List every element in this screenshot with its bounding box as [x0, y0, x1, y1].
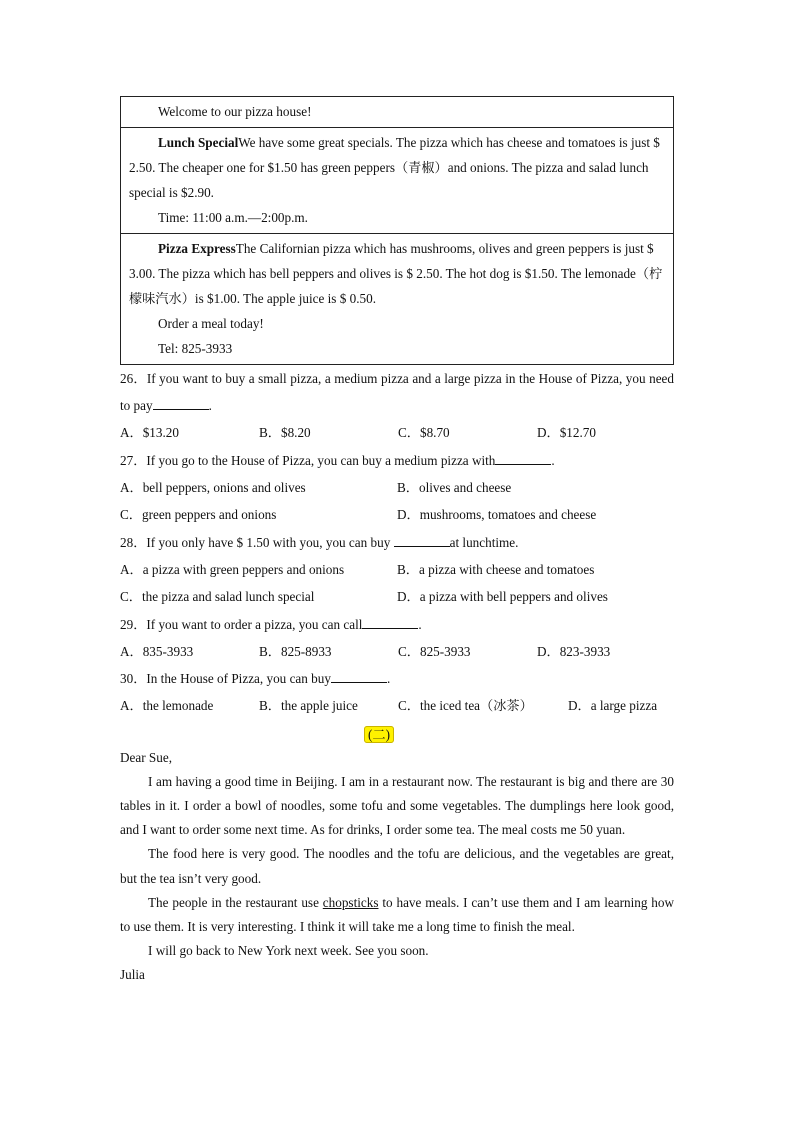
- question-29: [120, 611, 674, 666]
- answer-blank[interactable]: [394, 532, 450, 547]
- option-d[interactable]: D．$12.70: [537, 425, 596, 440]
- question-options: [120, 638, 674, 666]
- question-options: [120, 692, 674, 720]
- question-options: [120, 501, 674, 529]
- option-b[interactable]: B．825-8933: [259, 643, 332, 659]
- lunch-special-heading: Lunch Special: [158, 135, 239, 150]
- option-d[interactable]: D．a large pizza: [568, 698, 658, 713]
- letter-paragraph-2: The food here is very good. The noodles and the tofu are delicious, and the vegetables are great, but the tea isn’t very good.: [120, 846, 674, 886]
- option-a[interactable]: A．the lemonade: [120, 698, 214, 713]
- letter: [120, 746, 674, 988]
- lunch-special-text: We have some great specials. The pizza which has cheese and tomatoes is just $ 2.50. The cheaper one for $1.50 has green peppers（青椒）and onions. The pizza and salad lunch special is $2.90.: [129, 135, 660, 200]
- question-options: [120, 474, 674, 502]
- pizza-express-heading: Pizza Express: [158, 241, 236, 256]
- answer-blank[interactable]: [153, 395, 209, 410]
- pizza-ad-box: [120, 96, 674, 365]
- pizza-express-order: Order a meal today!: [158, 316, 264, 331]
- question-stem: 29．If you want to order a pizza, you can call .: [120, 611, 674, 638]
- option-c[interactable]: C．green peppers and onions: [120, 507, 277, 522]
- underlined-word-chopsticks: chopsticks: [322, 894, 379, 910]
- question-stem: 30．In the House of Pizza, you can buy .: [120, 665, 674, 692]
- letter-paragraph-3: The people in the restaurant use chopsticks to have meals. I can’t use them and I am learning how to use them. It is very interesting. I think it will take me a long time to finish the meal.: [120, 894, 674, 934]
- pizza-express-paragraph: [129, 236, 665, 311]
- question-stem: 27．If you go to the House of Pizza, you can buy a medium pizza with .: [120, 447, 674, 474]
- worksheet-page: [120, 96, 674, 988]
- option-a[interactable]: A．$13.20: [120, 425, 179, 440]
- question-30: [120, 665, 674, 720]
- option-c[interactable]: C．the pizza and salad lunch special: [120, 589, 315, 604]
- option-d[interactable]: D．mushrooms, tomatoes and cheese: [397, 507, 597, 522]
- ad-pizza-express-section: [121, 233, 673, 364]
- question-stem: 28．If you only have $ 1.50 with you, you can buy at lunchtime.: [120, 529, 674, 556]
- option-a[interactable]: A．835-3933: [120, 643, 194, 659]
- letter-paragraph-1: I am having a good time in Beijing. I am in a restaurant now. The restaurant is big and there are 30 tables in it. I order a bowl of noodles, some tofu and some vegetables. The dumplings here look good, and I want to order some next time. As for drinks, I order some tea. The meal costs me 50 yuan.: [120, 773, 674, 838]
- answer-blank[interactable]: [331, 668, 387, 683]
- option-d[interactable]: D．a pizza with bell peppers and olives: [397, 589, 608, 604]
- section-marker: [120, 724, 674, 746]
- lunch-special-paragraph: [129, 130, 665, 205]
- lunch-special-time: Time: 11:00 a.m.—2:00p.m.: [158, 210, 308, 225]
- option-c[interactable]: C．$8.70: [398, 425, 450, 440]
- answer-blank[interactable]: [495, 450, 551, 465]
- pizza-express-text: The Californian pizza which has mushrooms, olives and green peppers is just $ 3.00. The pizza which has bell peppers and olives is $ 2.50. The hot dog is $1.50. The lemonade（柠檬味汽水）is $1.00. The apple juice is $ 0.50.: [129, 241, 663, 306]
- option-c[interactable]: C．the iced tea（冰茶）: [398, 698, 533, 713]
- letter-signature: Julia: [120, 967, 145, 983]
- option-a[interactable]: A．a pizza with green peppers and onions: [120, 561, 345, 577]
- question-options: [120, 583, 674, 611]
- option-b[interactable]: B．olives and cheese: [397, 479, 512, 495]
- pizza-express-tel: Tel: 825-3933: [158, 341, 233, 356]
- option-a[interactable]: A．bell peppers, onions and olives: [120, 479, 306, 495]
- question-options: [120, 419, 674, 447]
- ad-welcome-section: [121, 97, 673, 127]
- ad-lunch-special-section: [121, 127, 673, 233]
- option-b[interactable]: B．a pizza with cheese and tomatoes: [397, 561, 595, 577]
- ad-welcome-text: Welcome to our pizza house!: [158, 104, 312, 119]
- option-b[interactable]: B．the apple juice: [259, 698, 358, 713]
- letter-greeting: Dear Sue,: [120, 749, 172, 765]
- option-c[interactable]: C．825-3933: [398, 643, 471, 659]
- option-d[interactable]: D．823-3933: [537, 643, 611, 659]
- letter-paragraph-4: I will go back to New York next week. See you soon.: [148, 943, 429, 959]
- option-b[interactable]: B．$8.20: [259, 425, 311, 440]
- answer-blank[interactable]: [362, 614, 418, 629]
- question-27: [120, 447, 674, 529]
- question-options: [120, 556, 674, 584]
- question-stem: 26．If you want to buy a small pizza, a medium pizza and a large pizza in the House of Pizza, you need to pay .: [120, 371, 675, 413]
- section-marker-label: (二): [364, 726, 394, 743]
- question-26: [120, 365, 674, 447]
- question-28: [120, 529, 674, 611]
